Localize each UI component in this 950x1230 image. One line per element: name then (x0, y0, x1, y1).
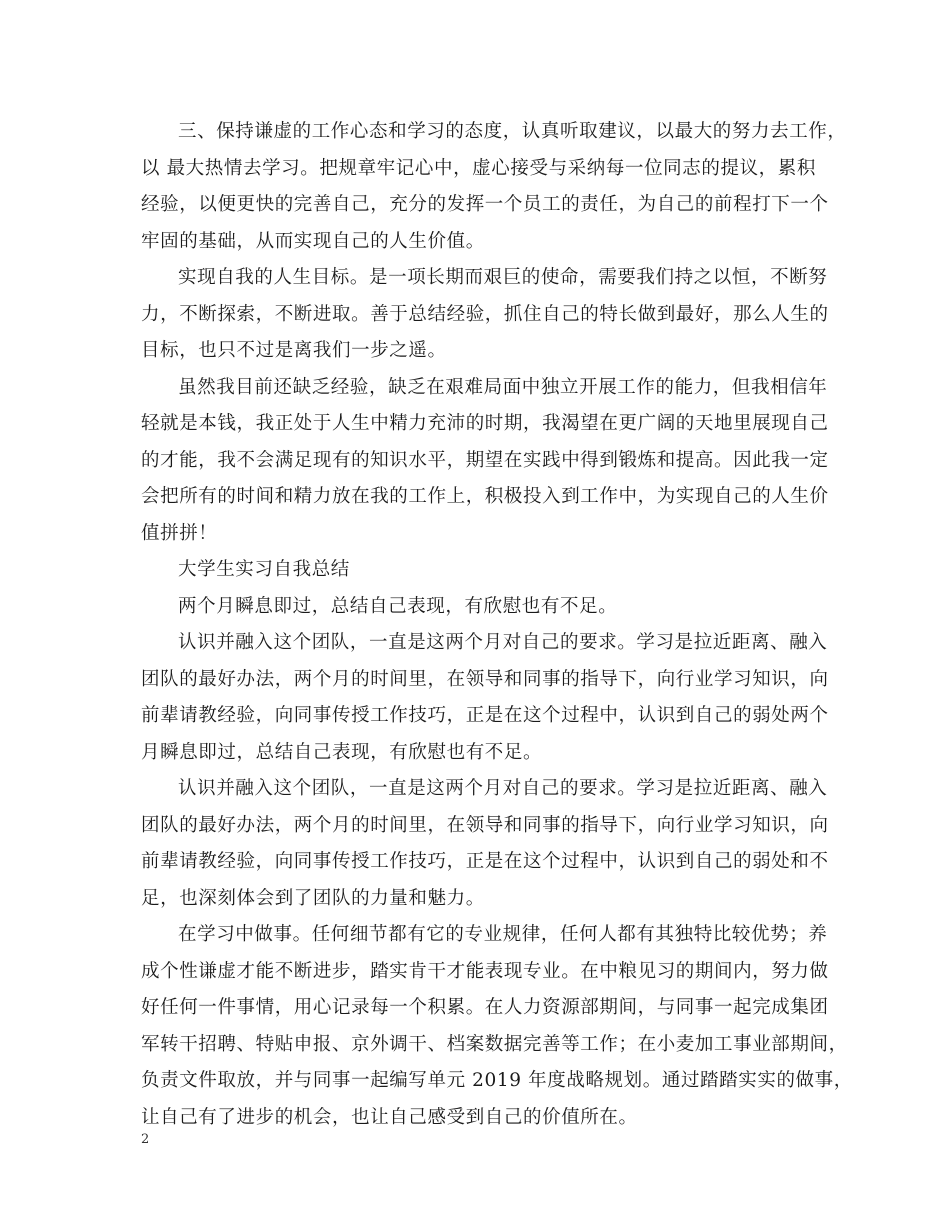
paragraph (141, 589, 816, 626)
paragraph (141, 114, 847, 260)
text-line: 值拼拼！ (141, 522, 218, 544)
text-line: 以 最大热情去学习。把规章牢记心中，虚心接受与采纳每一位同志的提议，累积 (141, 157, 816, 179)
text-line: 两个月瞬息即过，总结自己表现，有欣慰也有不足。 (178, 595, 618, 617)
paragraph (141, 917, 853, 1136)
text-line: 认识并融入这个团队，一直是这两个月对自己的要求。学习是拉近距离、融入 (178, 778, 828, 799)
text-line: 前辈请教经验，向同事传授工作技巧，正是在这个过程中，认识到自己的弱处和不 (141, 851, 829, 872)
section-heading (141, 552, 816, 589)
text-line: 虽然我目前还缺乏经验，缺乏在艰难局面中独立开展工作的能力，但我相信年 (178, 376, 828, 398)
text-line: 牢固的基础，从而实现自己的人生价值。 (141, 230, 485, 252)
text-line: 月瞬息即过，总结自己表现，有欣慰也有不足。 (141, 741, 543, 763)
section-title: 大学生实习自我总结 (178, 559, 350, 580)
text-line: 军转干招聘、特贴申报、京外调干、档案数据完善等工作；在小麦加工事业部期间， (141, 1033, 848, 1055)
text-line: 好任何一件事情，用心记录每一个积累。在人力资源部期间，与同事一起完成集团 (141, 997, 829, 1018)
paragraph (141, 260, 829, 370)
document-body (141, 114, 853, 1136)
text-line: 三、保持谦虚的工作心态和学习的态度，认真听取建议，以最大的努力去工作， (178, 121, 847, 142)
text-line: 团队的最好办法，两个月的时间里，在领导和同事的指导下，向行业学习知识，向 (141, 814, 829, 836)
page-number: 2 (141, 1132, 150, 1147)
text-line: 认识并融入这个团队，一直是这两个月对自己的要求。学习是拉近距离、融入 (178, 632, 828, 653)
text-line: 实现自我的人生目标。是一项长期而艰巨的使命，需要我们持之以恒，不断努 (178, 267, 828, 288)
text-line: 在学习中做事。任何细节都有它的专业规律，任何人都有其独特比较优势；养 (178, 924, 828, 945)
text-line: 会把所有的时间和精力放在我的工作上，积极投入到工作中，为实现自己的人生价 (141, 486, 829, 507)
paragraph (141, 370, 829, 553)
text-line: 前辈请教经验，向同事传授工作技巧，正是在这个过程中，认识到自己的弱处两个 (141, 705, 829, 726)
text-line: 让自己有了进步的机会，也让自己感受到自己的价值所在。 (141, 1106, 638, 1128)
text-line: 目标，也只不过是离我们一步之遥。 (141, 340, 447, 361)
text-line: 足，也深刻体会到了团队的力量和魅力。 (141, 887, 485, 909)
text-line: 的才能，我不会满足现有的知识水平，期望在实践中得到锻炼和提高。因此我一定 (141, 449, 829, 471)
text-line: 力，不断探索，不断进取。善于总结经验，抓住自己的特长做到最好，那么人生的 (141, 303, 829, 325)
text-line: 轻就是本钱，我正处于人生中精力充沛的时期，我渴望在更广阔的天地里展现自己 (141, 413, 829, 434)
text-line: 经验，以便更快的完善自己，充分的发挥一个员工的责任，为自己的前程打下一个 (141, 194, 829, 215)
text-line: 负责文件取放，并与同事一起编写单元 2019 年度战略规划。通过踏踏实实的做事， (141, 1070, 853, 1091)
paragraph (141, 625, 829, 771)
paragraph (141, 771, 829, 917)
text-line: 成个性谦虚才能不断进步，踏实肯干才能表现专业。在中粮见习的期间内，努力做 (141, 960, 829, 982)
text-line: 团队的最好办法，两个月的时间里，在领导和同事的指导下，向行业学习知识，向 (141, 668, 829, 690)
